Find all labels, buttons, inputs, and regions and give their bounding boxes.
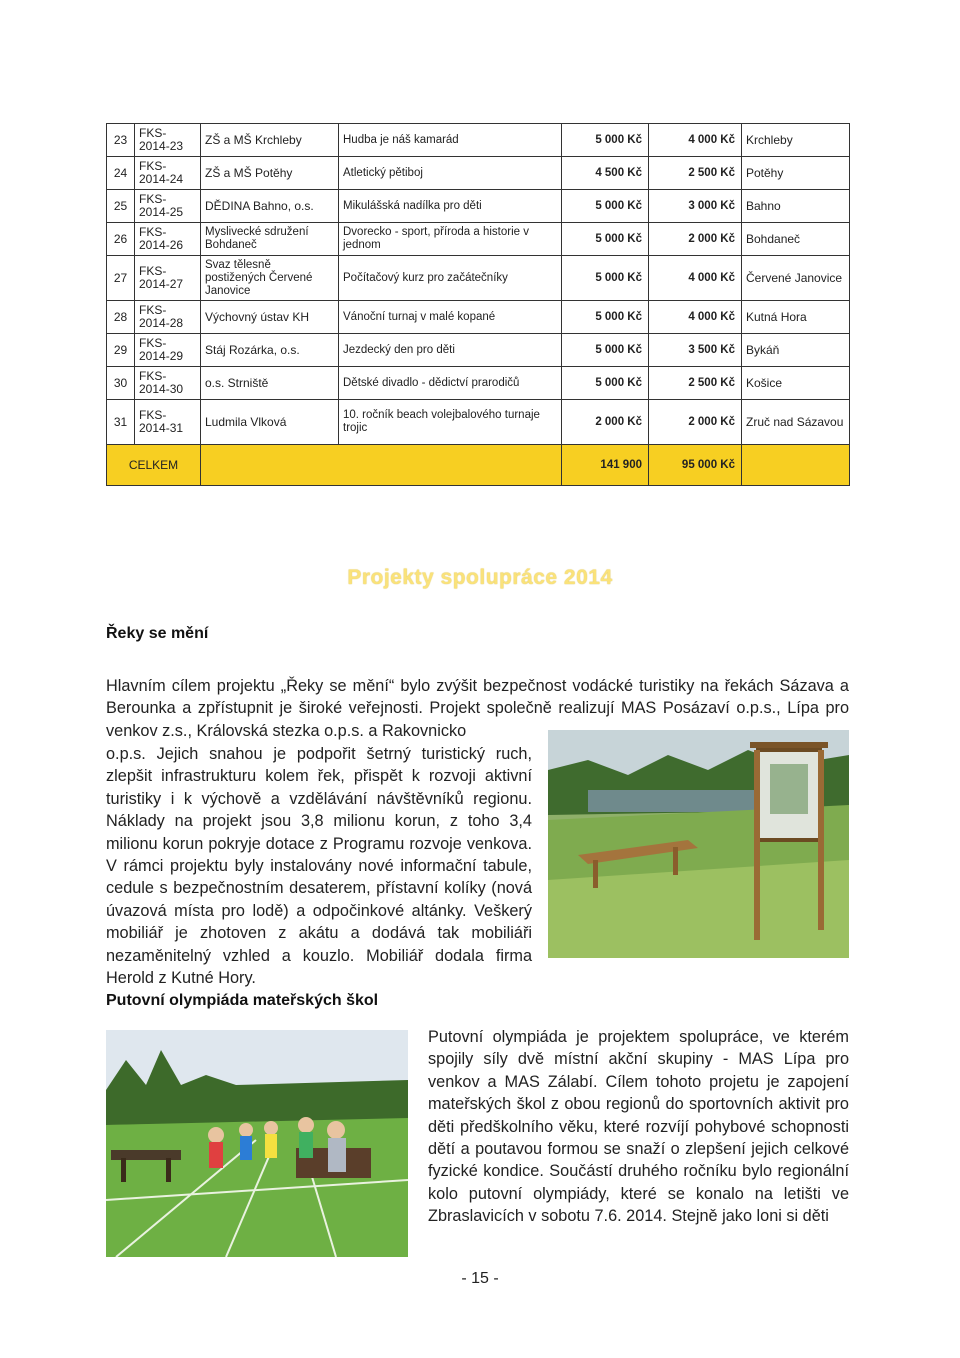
row-granted: 4 000 Kč bbox=[649, 301, 742, 334]
row-number: 31 bbox=[107, 400, 135, 445]
row-applicant: ZŠ a MŠ Krchleby bbox=[201, 124, 339, 157]
reky-photo bbox=[548, 730, 849, 958]
page-number: - 15 - bbox=[461, 1270, 499, 1287]
total-requested: 141 900 bbox=[562, 445, 649, 486]
total-label: CELKEM bbox=[107, 445, 201, 486]
table-row bbox=[107, 400, 850, 445]
row-place: Košice bbox=[742, 367, 850, 400]
row-project: Dětské divadlo - dědictví prarodičů bbox=[339, 367, 562, 400]
row-code: FKS-2014-23 bbox=[135, 124, 201, 157]
olympiada-photo bbox=[106, 1030, 408, 1257]
row-requested: 2 000 Kč bbox=[562, 400, 649, 445]
total-granted: 95 000 Kč bbox=[649, 445, 742, 486]
row-project: Dvorecko - sport, příroda a historie v jednom bbox=[339, 223, 562, 256]
total-spacer bbox=[201, 445, 562, 486]
total-row bbox=[107, 445, 850, 486]
row-number: 28 bbox=[107, 301, 135, 334]
row-requested: 4 500 Kč bbox=[562, 157, 649, 190]
row-project: Vánoční turnaj v malé kopané bbox=[339, 301, 562, 334]
row-place: Bohdaneč bbox=[742, 223, 850, 256]
row-number: 24 bbox=[107, 157, 135, 190]
row-applicant: Ludmila Vlková bbox=[201, 400, 339, 445]
total-place-empty bbox=[742, 445, 850, 486]
row-place: Bahno bbox=[742, 190, 850, 223]
table-body bbox=[107, 124, 850, 486]
table-row bbox=[107, 301, 850, 334]
row-requested: 5 000 Kč bbox=[562, 190, 649, 223]
table-row bbox=[107, 367, 850, 400]
row-granted: 4 000 Kč bbox=[649, 124, 742, 157]
table-row bbox=[107, 223, 850, 256]
row-requested: 5 000 Kč bbox=[562, 301, 649, 334]
row-project: 10. ročník beach volejbalového turnaje trojic bbox=[339, 400, 562, 445]
row-requested: 5 000 Kč bbox=[562, 223, 649, 256]
row-applicant: o.s. Strniště bbox=[201, 367, 339, 400]
row-code: FKS-2014-28 bbox=[135, 301, 201, 334]
row-requested: 5 000 Kč bbox=[562, 367, 649, 400]
olympiad-field-image bbox=[106, 1030, 408, 1257]
row-place: Červené Janovice bbox=[742, 256, 850, 301]
table-row bbox=[107, 190, 850, 223]
row-granted: 2 500 Kč bbox=[649, 157, 742, 190]
row-project: Jezdecký den pro děti bbox=[339, 334, 562, 367]
row-project: Hudba je náš kamarád bbox=[339, 124, 562, 157]
row-requested: 5 000 Kč bbox=[562, 334, 649, 367]
row-granted: 3 500 Kč bbox=[649, 334, 742, 367]
row-code: FKS-2014-25 bbox=[135, 190, 201, 223]
row-granted: 2 500 Kč bbox=[649, 367, 742, 400]
row-applicant: Svaz tělesně postižených Červené Janovice bbox=[201, 256, 339, 301]
grants-table bbox=[106, 123, 850, 486]
row-number: 27 bbox=[107, 256, 135, 301]
row-code: FKS-2014-24 bbox=[135, 157, 201, 190]
row-applicant: DĚDINA Bahno, o.s. bbox=[201, 190, 339, 223]
row-applicant: Stáj Rozárka, o.s. bbox=[201, 334, 339, 367]
row-place: Bykáň bbox=[742, 334, 850, 367]
row-number: 26 bbox=[107, 223, 135, 256]
row-project: Počítačový kurz pro začátečníky bbox=[339, 256, 562, 301]
row-granted: 2 000 Kč bbox=[649, 223, 742, 256]
row-number: 23 bbox=[107, 124, 135, 157]
olympiada-heading: Putovní olympiáda mateřských škol bbox=[106, 992, 379, 1009]
row-place: Zruč nad Sázavou bbox=[742, 400, 850, 445]
picnic-area-image bbox=[548, 730, 849, 958]
reky-paragraph-intro: Hlavním cílem projektu „Řeky se mění“ bylo zvýšit bezpečnost vodácké turistiky na řekách Sázava a Berounka a zpřístupnit je široké veřejnosti. Projekt společně realizují MAS Posázaví o.p.s., Lípa pro venkov z.s., Královská stezka o.p.s. a Rakovnicko bbox=[106, 677, 849, 740]
row-number: 30 bbox=[107, 367, 135, 400]
row-project: Mikulášská nadílka pro děti bbox=[339, 190, 562, 223]
reky-paragraph: o.p.s. Jejich snahou je podpořit šetrný turistický ruch, zlepšit infrastrukturu kolem řek, přispět k rozvoji aktivní turistiky i k výchově a vzdělávání návštěvníků regionu. Náklady na projekt jsou 3,8 milionu korun, z toho 3,4 milionu korun pokryje dotace z Programu rozvoje venkova. V rámci projektu byly instalovány nové informační tabule, cedule s bezpečnostním desaterem, přístavní kolíky (nová úvazová místa pro lodě) a odpočinkové altánky. Veškerý mobiliář je zhotoven z akátu a dodává tak mobiliáři nezaměnitelný vzhled a kouzlo. Mobiliář dodala firma Herold z Kutné Hory. bbox=[106, 745, 532, 988]
table-row bbox=[107, 157, 850, 190]
row-code: FKS-2014-31 bbox=[135, 400, 201, 445]
row-code: FKS-2014-27 bbox=[135, 256, 201, 301]
row-place: Potěhy bbox=[742, 157, 850, 190]
row-granted: 3 000 Kč bbox=[649, 190, 742, 223]
row-code: FKS-2014-26 bbox=[135, 223, 201, 256]
table-row bbox=[107, 334, 850, 367]
row-place: Kutná Hora bbox=[742, 301, 850, 334]
olympiada-paragraph: Putovní olympiáda je projektem spolupráce, ve kterém spojily síly dvě místní akční skupiny - MAS Lípa pro venkov a MAS Zálabí. Cílem tohoto projetu je zapojení mateřských škol z obou regionů do sportovních aktivit pro děti předškolního věku, které rozvíjí pohybové schopnosti dětí a poutavou formou se snaží o zlepšení jejich celkové fyzické kondice. Součástí druhého ročníku bylo regionální kolo putovní olympiády, které se konalo na letišti ve Zbraslavicích v sobotu 7.6. 2014. Stejně jako loni si děti bbox=[428, 1028, 849, 1226]
row-project: Atletický pětiboj bbox=[339, 157, 562, 190]
reky-heading: Řeky se mění bbox=[106, 625, 209, 642]
row-code: FKS-2014-30 bbox=[135, 367, 201, 400]
section-title: Projekty spolupráce 2014 bbox=[347, 566, 613, 589]
row-applicant: ZŠ a MŠ Potěhy bbox=[201, 157, 339, 190]
row-granted: 4 000 Kč bbox=[649, 256, 742, 301]
row-requested: 5 000 Kč bbox=[562, 124, 649, 157]
row-applicant: Výchovný ústav KH bbox=[201, 301, 339, 334]
row-requested: 5 000 Kč bbox=[562, 256, 649, 301]
row-number: 29 bbox=[107, 334, 135, 367]
table-row bbox=[107, 256, 850, 301]
row-place: Krchleby bbox=[742, 124, 850, 157]
row-number: 25 bbox=[107, 190, 135, 223]
row-granted: 2 000 Kč bbox=[649, 400, 742, 445]
row-applicant: Myslivecké sdružení Bohdaneč bbox=[201, 223, 339, 256]
row-code: FKS-2014-29 bbox=[135, 334, 201, 367]
table-row bbox=[107, 124, 850, 157]
